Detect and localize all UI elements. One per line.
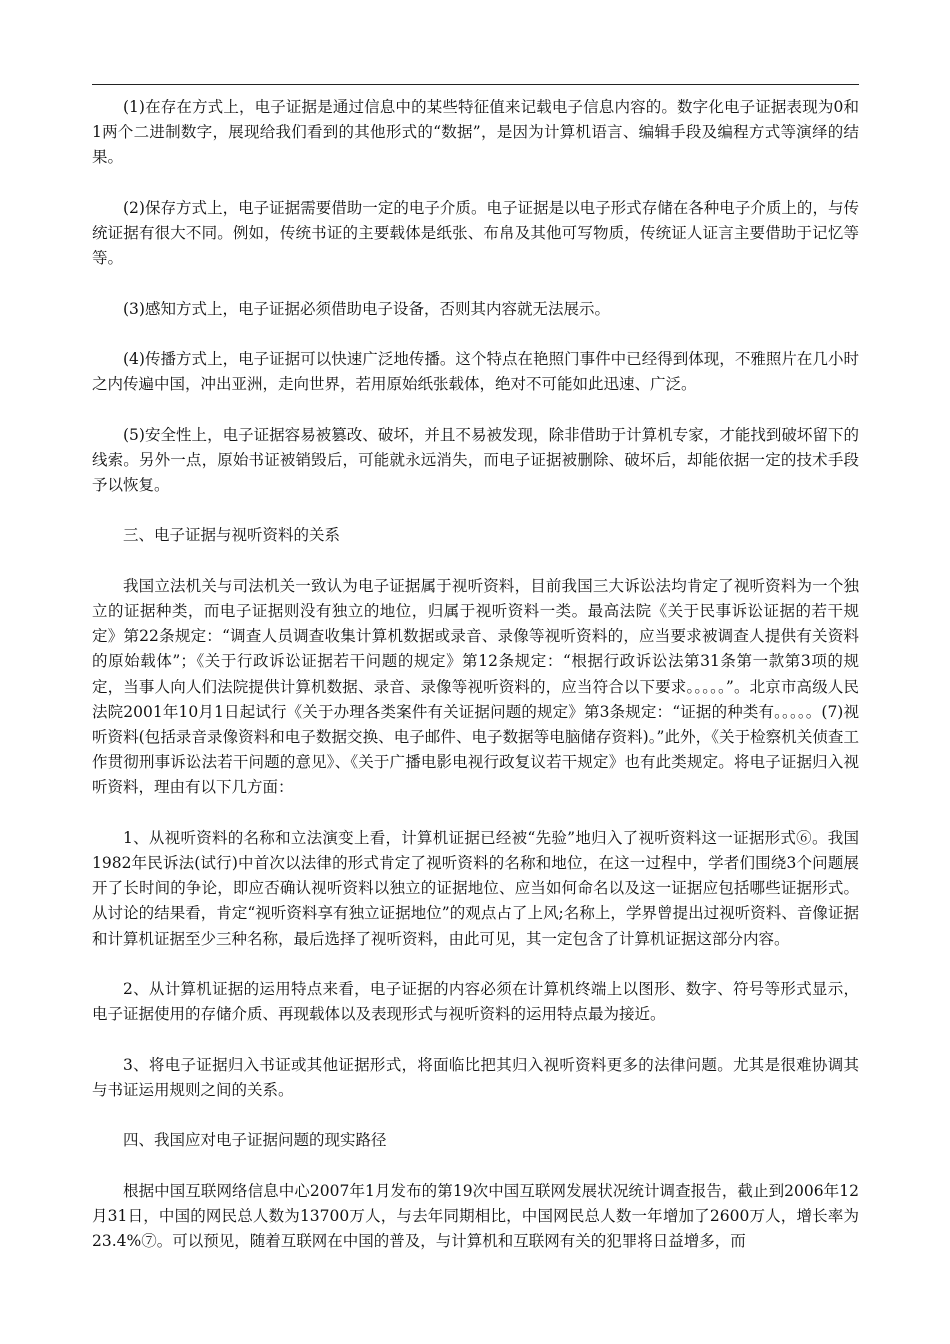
paragraph-reason-3: 3、将电子证据归入书证或其他证据形式，将面临比把其归入视听资料更多的法律问题。尤其是很难协调其与书证运用规则之间的关系。 bbox=[92, 1055, 859, 1099]
paragraph-existence-mode: (1)在存在方式上，电子证据是通过信息中的某些特征值来记载电子信息内容的。数字化电子证据表现为0和1两个二进制数字，展现给我们看到的其他形式的“数据”，是因为计算机语言、编辑手段及编程方式等演绎的结果。 bbox=[92, 98, 859, 167]
paragraph-propagation-mode: (4)传播方式上，电子证据可以快速广泛地传播。这个特点在艳照门事件中已经得到体现，不雅照片在几小时之内传遍中国，冲出亚洲，走向世界，若用原始纸张载体，绝对不可能如此迅速、广泛。 bbox=[92, 349, 859, 394]
paragraph-storage-mode: (2)保存方式上，电子证据需要借助一定的电子介质。电子证据是以电子形式存储在各种电子介质上的，与传统证据有很大不同。例如，传统书证的主要载体是纸张、布帛及其他可写物质，传统证人证言主要借助于记忆等等。 bbox=[92, 198, 859, 268]
paragraph-legislative-view: 我国立法机关与司法机关一致认为电子证据属于视听资料，目前我国三大诉讼法均肯定了视听资料为一个独立的证据种类，而电子证据则没有独立的地位，归属于视听资料一类。最高法院《关于民事诉讼证据的若干规定》第22条规定：“调查人员调查收集计算机数据或录音、录像等视听资料的，应当要求被调查人提供有关资料的原始载体”；《关于行政诉讼证据若干问题的规定》第12条规定：“根据行政诉讼法第31条第一款第3项的规定，当事人向人们法院提供计算机数据、录音、录像等视听资料的，应当符合以下要求。。。。。”。北京市高级人民法院2001年10月1日起试行《关于办理各类案件有关证据问题的规定》第3条规定：“证据的种类有。。。。。(7)视听资料(包括录音录像资料和电子数据交换、电子邮件、电子数据等电脑储存资料)。”此外，《关于检察机关侦查工作贯彻刑事诉讼法若干问题的意见》、《关于广播电影电视行政复议若干规定》也有此类规定。将电子证据归入视听资料，理由有以下几方面： bbox=[92, 576, 859, 797]
paragraph-reason-1: 1、从视听资料的名称和立法演变上看，计算机证据已经被“先验”地归入了视听资料这一证据形式⑥。我国1982年民诉法(试行)中首次以法律的形式肯定了视听资料的名称和地位，在这一过程中，学者们围绕3个问题展开了长时间的争论，即应否确认视听资料以独立的证据地位、应当如何命名以及这一证据应包括哪些证据形式。从讨论的结果看，肯定“视听资料享有独立证据地位”的观点占了上风;名称上，学界曾提出过视听资料、音像证据和计算机证据至少三种名称，最后选择了视听资料，由此可见，其一定包含了计算机证据这部分内容。 bbox=[92, 828, 859, 948]
section-heading-4: 四、我国应对电子证据问题的现实路径 bbox=[123, 1131, 387, 1150]
section-heading-3: 三、电子证据与视听资料的关系 bbox=[123, 526, 341, 545]
paragraph-perception-mode: (3)感知方式上，电子证据必须借助电子设备，否则其内容就无法展示。 bbox=[123, 299, 610, 318]
header-rule bbox=[92, 84, 859, 85]
paragraph-security: (5)安全性上，电子证据容易被篡改、破坏，并且不易被发现，除非借助于计算机专家，才能找到破坏留下的线索。另外一点，原始书证被销毁后，可能就永远消失，而电子证据被删除、破坏后，却能依据一定的技术手段予以恢复。 bbox=[92, 425, 859, 494]
paragraph-cnnic-report: 根据中国互联网络信息中心2007年1月发布的第19次中国互联网发展状况统计调查报告，截止到2006年12月31日，中国的网民总人数为13700万人，与去年同期相比，中国网民总人数一年增加了2600万人，增长率为23.4%⑦。可以预见，随着互联网在中国的普及，与计算机和互联网有关的犯罪将日益增多，而 bbox=[92, 1181, 859, 1250]
paragraph-reason-2: 2、从计算机证据的运用特点来看，电子证据的内容必须在计算机终端上以图形、数字、符号等形式显示，电子证据使用的存储介质、再现载体以及表现形式与视听资料的运用特点最为接近。 bbox=[92, 979, 859, 1024]
document-body bbox=[92, 95, 859, 1254]
